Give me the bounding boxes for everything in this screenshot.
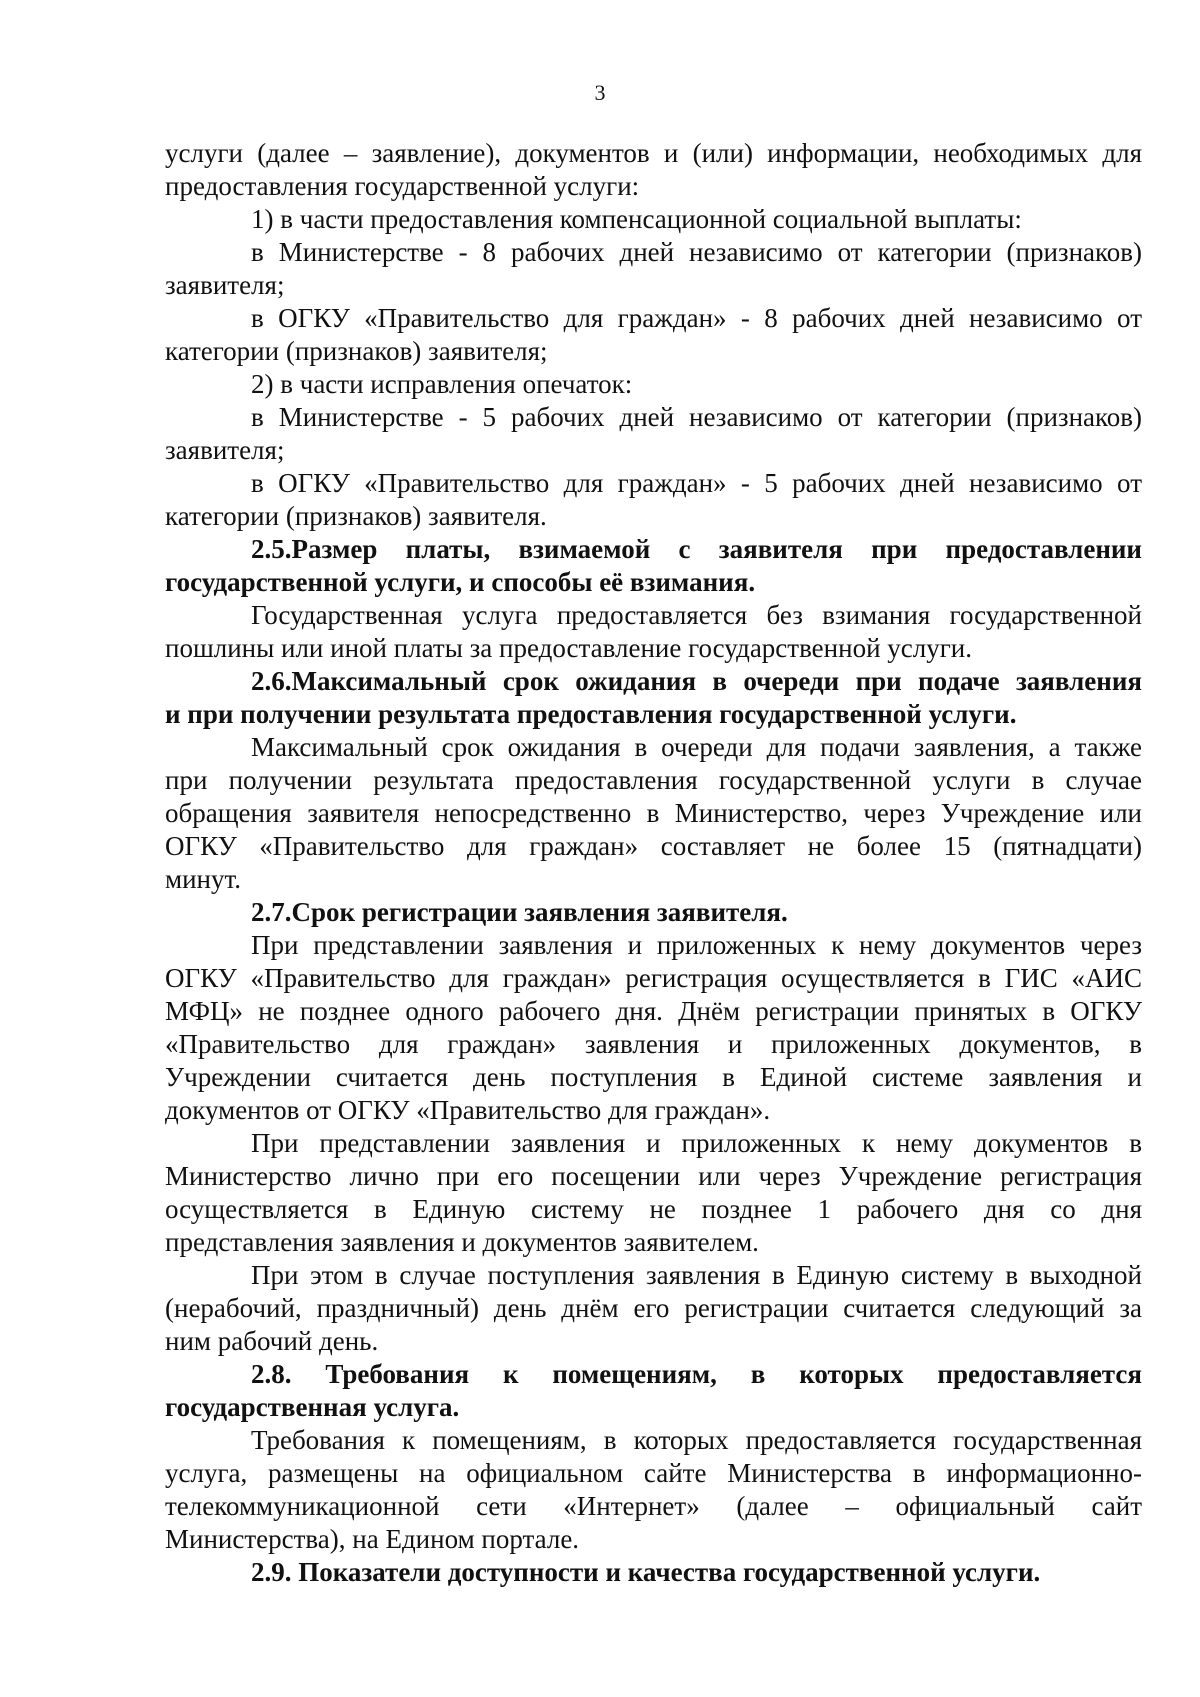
paragraph-line: осуществляется в Единую систему не позднее 1 рабочего дня со дня [165, 1194, 1142, 1224]
section-heading-line: 2.7.Срок регистрации заявления заявителя. [251, 897, 788, 927]
paragraph-line: пошлины или иной платы за предоставление государственной услуги. [165, 633, 972, 663]
paragraph-line: услуги (далее – заявление), документов и (или) информации, необходимых для [165, 138, 1142, 168]
paragraph-line: МФЦ» не позднее одного рабочего дня. Днём регистрации принятых в ОГКУ [165, 996, 1142, 1026]
paragraph-line: При этом в случае поступления заявления в Единую систему в выходной [251, 1260, 1142, 1290]
paragraph-line: предоставления государственной услуги: [165, 171, 640, 201]
paragraph-line: Государственная услуга предоставляется без взимания государственной [251, 600, 1142, 630]
paragraph-line: обращения заявителя непосредственно в Министерство, через Учреждение или [165, 798, 1142, 828]
paragraph-line: При представлении заявления и приложенных к нему документов в [251, 1128, 1142, 1158]
paragraph-line: ОГКУ «Правительство для граждан» составляет не более 15 (пятнадцати) [165, 831, 1142, 861]
document-body [165, 137, 1142, 1589]
paragraph-line: в ОГКУ «Правительство для граждан» - 5 рабочих дней независимо от [251, 468, 1142, 498]
paragraph-line: в Министерстве - 8 рабочих дней независимо от категории (признаков) [251, 237, 1142, 267]
paragraph-line: При представлении заявления и приложенных к нему документов через [251, 930, 1142, 960]
section-heading-line: 2.6.Максимальный срок ожидания в очереди при подаче заявления [251, 666, 1142, 696]
paragraph-line: Министерство лично при его посещении или через Учреждение регистрация [165, 1161, 1142, 1191]
paragraph-line: представления заявления и документов заявителем. [165, 1227, 759, 1257]
section-heading-line: государственная услуга. [165, 1392, 460, 1422]
paragraph-line: категории (признаков) заявителя. [165, 501, 547, 531]
paragraph-line: 1) в части предоставления компенсационной социальной выплаты: [251, 204, 1022, 234]
section-heading-line: 2.9. Показатели доступности и качества государственной услуги. [251, 1557, 1041, 1587]
paragraph-line: в ОГКУ «Правительство для граждан» - 8 рабочих дней независимо от [251, 303, 1142, 333]
paragraph-line: Министерства), на Едином портале. [165, 1524, 580, 1554]
paragraph-line: услуга, размещены на официальном сайте Министерства в информационно- [165, 1458, 1142, 1488]
paragraph-line: заявителя; [165, 270, 285, 300]
paragraph-line: документов от ОГКУ «Правительство для граждан». [165, 1095, 771, 1125]
paragraph-line: заявителя; [165, 435, 285, 465]
paragraph-line: при получении результата предоставления государственной услуги в случае [165, 765, 1142, 795]
paragraph-line: минут. [165, 864, 242, 894]
paragraph-line: 2) в части исправления опечаток: [251, 369, 633, 399]
section-heading-line: государственной услуги, и способы её взимания. [165, 567, 756, 597]
paragraph-line: категории (признаков) заявителя; [165, 336, 548, 366]
paragraph-line: ним рабочий день. [165, 1326, 379, 1356]
paragraph-line: в Министерстве - 5 рабочих дней независимо от категории (признаков) [251, 402, 1142, 432]
paragraph-line: Учреждении считается день поступления в Единой системе заявления и [165, 1062, 1142, 1092]
paragraph-line: «Правительство для граждан» заявления и приложенных документов, в [165, 1029, 1142, 1059]
paragraph-line: Требования к помещениям, в которых предоставляется государственная [251, 1425, 1142, 1455]
section-heading-line: 2.5.Размер платы, взимаемой с заявителя при предоставлении [251, 534, 1142, 564]
paragraph-line: телекоммуникационной сети «Интернет» (далее – официальный сайт [165, 1491, 1142, 1521]
page-number: 3 [594, 80, 606, 105]
paragraph-line: ОГКУ «Правительство для граждан» регистрация осуществляется в ГИС «АИС [165, 963, 1142, 993]
section-heading-line: 2.8. Требования к помещениям, в которых предоставляется [251, 1359, 1142, 1389]
section-heading-line: и при получении результата предоставления государственной услуги. [165, 699, 1017, 729]
paragraph-line: (нерабочий, праздничный) день днём его регистрации считается следующий за [165, 1293, 1142, 1323]
paragraph-line: Максимальный срок ожидания в очереди для подачи заявления, а также [251, 732, 1142, 762]
